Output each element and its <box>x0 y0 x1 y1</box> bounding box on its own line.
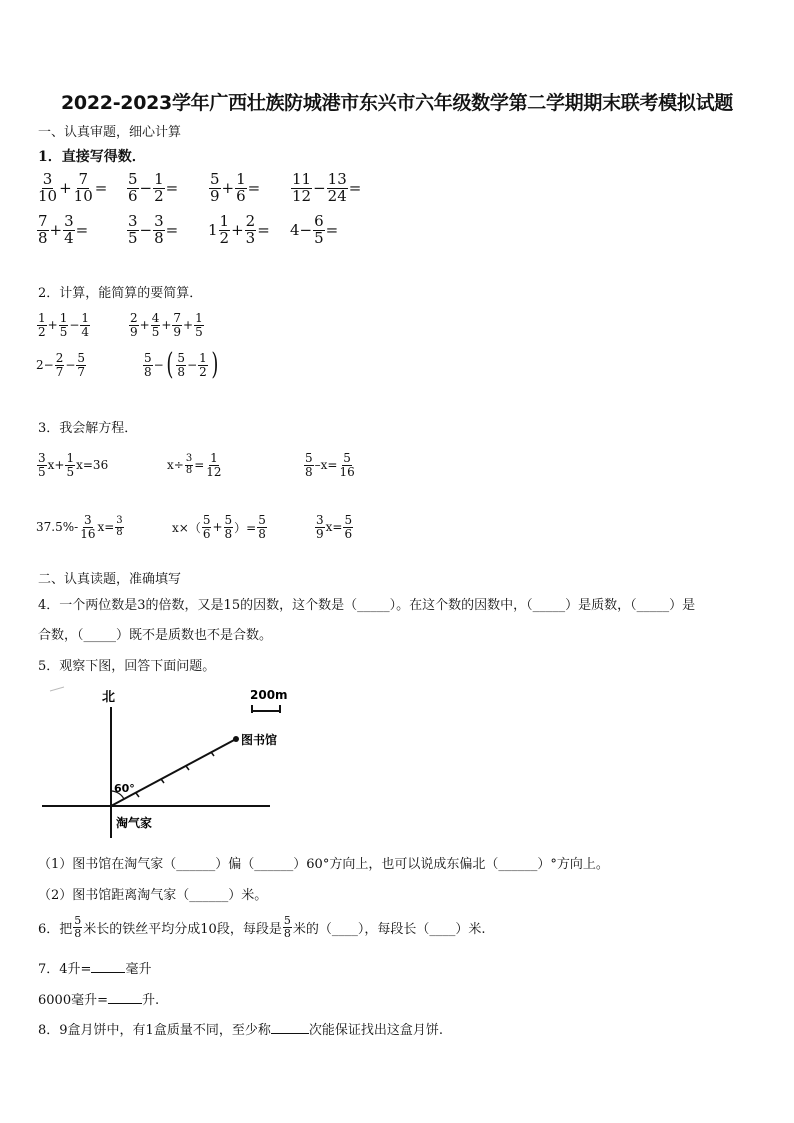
q3-eq-4: 37.5%- $\frac{3}{16}$ x= $\frac{3}{8}$ <box>36 513 123 541</box>
direction-diagram <box>38 683 338 843</box>
question-1-label: 1．直接写得数． <box>38 149 146 165</box>
q3-eq-1: $\frac{3}{5}$ x+ $\frac{1}{5}$ x=36 <box>38 451 109 479</box>
q7-line-1: 7．4升= 毫升 <box>38 962 152 977</box>
q2-expr-1: $\frac{1}{2}$ + $\frac{1}{5}$ − $\frac{1}{4}$ <box>38 311 90 339</box>
library-point <box>233 736 239 742</box>
scan-mark <box>50 687 64 691</box>
q1-item-5: $\frac{7}{8}$ + $\frac{3}{4}$ = <box>38 212 89 247</box>
section-1-heading: 一、认真审题，细心计算 <box>38 125 182 140</box>
q1-item-3: $\frac{5}{9}$ + $\frac{1}{6}$ = <box>210 170 261 205</box>
question-3-label: 3．我会解方程． <box>38 421 138 436</box>
q2-expr-4: $\frac{5}{8}$ − ( $\frac{5}{8}$ − $\frac{1}{2}$ ) <box>144 347 219 382</box>
q3-eq-6: $\frac{3}{9}$ x= $\frac{5}{6}$ <box>316 513 353 541</box>
question-8: 8．9盒月饼中，有1盒质量不同，至少称 次能保证找出这盒月饼. <box>38 1023 443 1038</box>
q1-item-2: $\frac{5}{6}$ − $\frac{1}{2}$ = <box>128 170 179 205</box>
q4-line-1: 4．一个两位数是3的倍数，又是15的因数，这个数是（_____）。在这个数的因数中，（_____）是质数，（_____）是 <box>38 598 696 613</box>
q3-eq-5: x×（ $\frac{5}{6}$ + $\frac{5}{8}$ ）= $\frac{5}{8}$ <box>172 513 266 541</box>
home-label: 淘气家 <box>116 816 153 830</box>
library-direction-line <box>111 739 236 806</box>
distance-tick <box>136 793 139 797</box>
q2-expr-3: 2− $\frac{2}{7}$ − $\frac{5}{7}$ <box>36 351 86 379</box>
q1-item-7: 1 $\frac{1}{2}$ + $\frac{2}{3}$ = <box>208 212 270 247</box>
angle-label: 60° <box>114 782 135 795</box>
q5-sub-1: （1）图书馆在淘气家（______）偏（______）60°方向上，也可以说成东偏北（______）°方向上。 <box>38 857 609 872</box>
q1-item-8: 4 − $\frac{6}{5}$ = <box>290 212 339 247</box>
q7-line-2: 6000毫升= 升. <box>38 993 160 1008</box>
q1-item-1: $\frac{3}{10}$ + $\frac{7}{10}$ = <box>38 170 108 205</box>
question-2-label: 2．计算，能简算的要简算． <box>38 286 203 301</box>
q1-item-6: $\frac{3}{5}$ − $\frac{3}{8}$ = <box>128 212 179 247</box>
page-title: 2022-2023学年广西壮族防城港市东兴市六年级数学第二学期期末联考模拟试题 <box>61 92 733 114</box>
distance-tick <box>161 779 164 783</box>
q1-item-4: $\frac{11}{12}$ − $\frac{13}{24}$ = <box>292 170 362 205</box>
question-6: 6．把 $\frac{5}{8}$ 米长的铁丝平均分成10段，每段是 $\frac{5}{8}$ 米的（____），每段长（____）米. <box>38 914 486 940</box>
scale-label: 200m <box>250 688 288 702</box>
q5-sub-2: （2）图书馆距离淘气家（______）米。 <box>38 888 268 903</box>
distance-tick <box>186 766 189 770</box>
north-label: 北 <box>102 690 116 705</box>
section-2-heading: 二、认真读题，准确填写 <box>38 572 182 587</box>
q4-line-2: 合数，（_____）既不是质数也不是合数。 <box>38 628 273 643</box>
q3-eq-3: $\frac{5}{8}$ –x= $\frac{5}{16}$ <box>305 451 355 479</box>
question-5-label: 5．观察下图，回答下面问题。 <box>38 659 216 674</box>
library-label: 图书馆 <box>241 733 278 747</box>
q2-expr-2: $\frac{2}{9}$ + $\frac{4}{5}$ + $\frac{7}{9}$ + $\frac{1}{5}$ <box>130 311 203 339</box>
q3-eq-2: x÷ $\frac{3}{8}$ = $\frac{1}{12}$ <box>167 451 222 479</box>
